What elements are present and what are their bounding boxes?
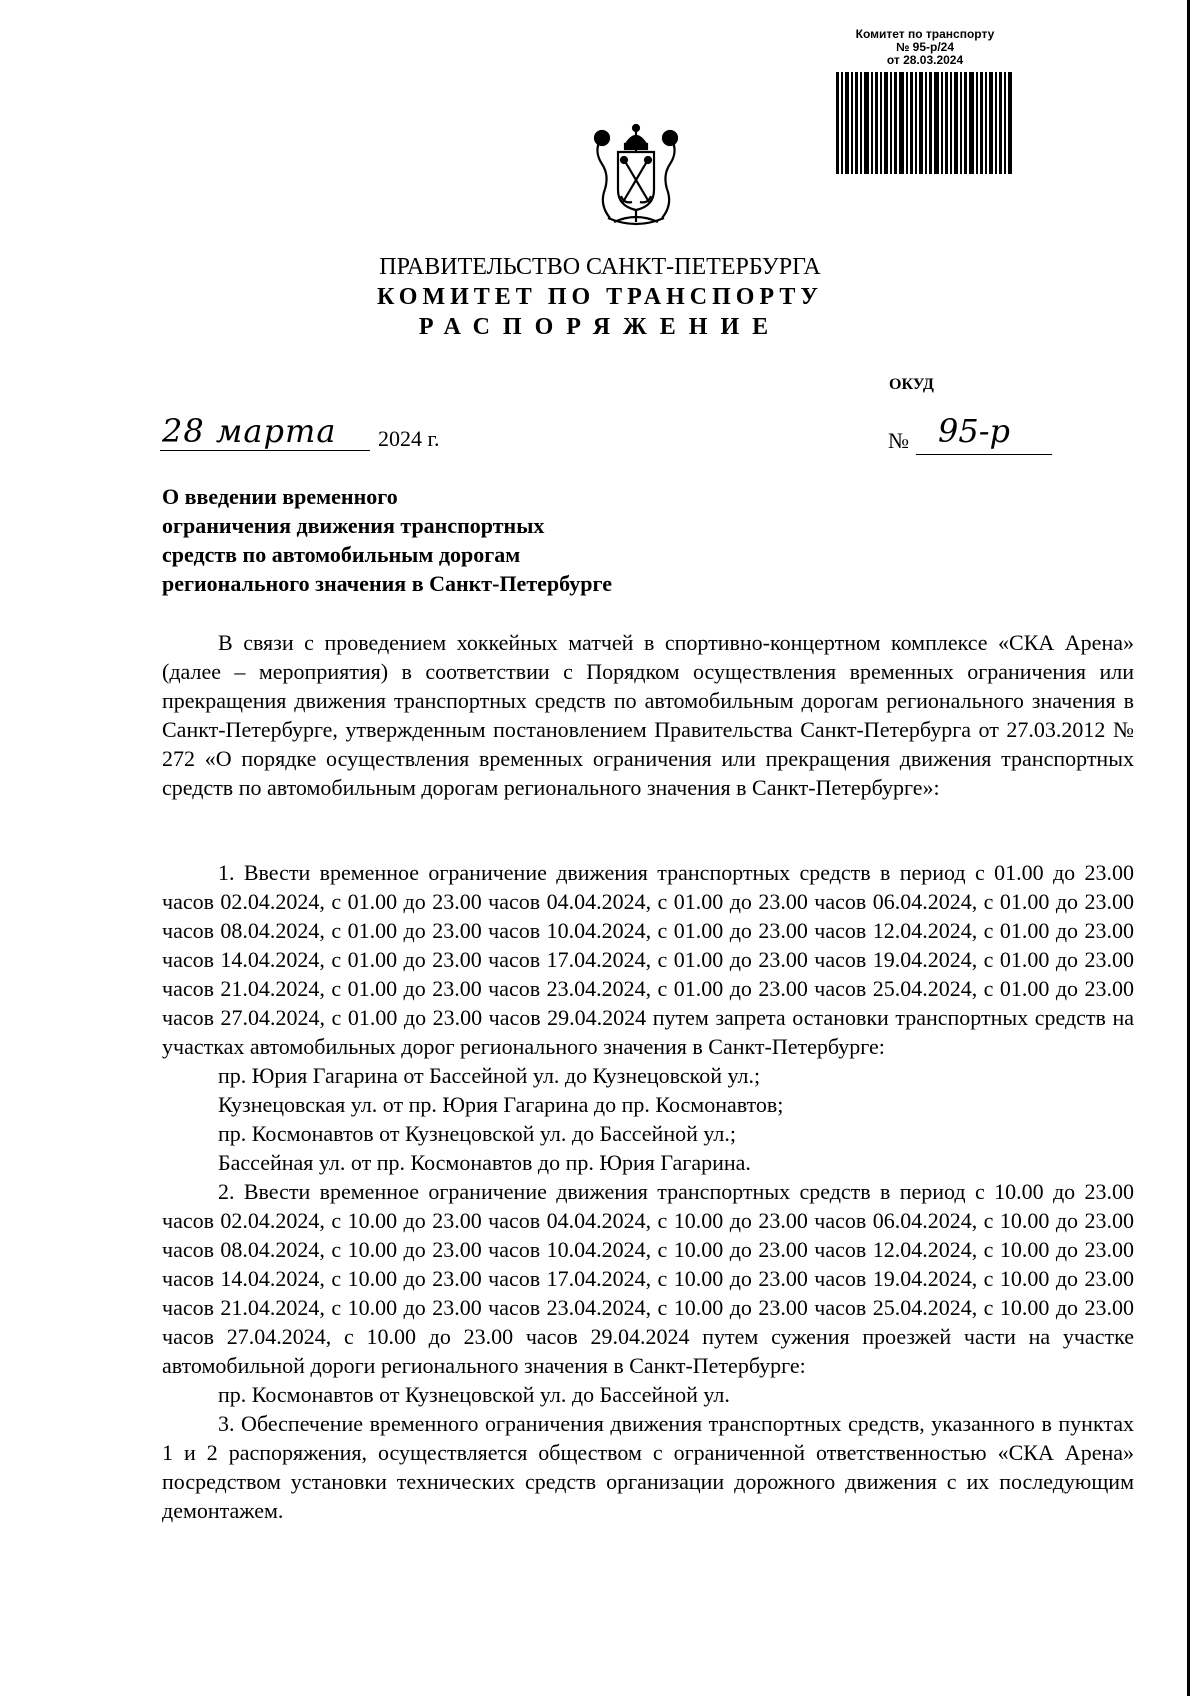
- item-1-paragraph: 1. Ввести временное ограничение движения транспортных средств в период с 01.00 до 23.00 часов 02.04.2024, с 01.00 до 23.00 часов 04.04.2024, с 01.00 до 23.00 часов 06.04.2024, с 01.00 до 23.00 часов 08.04.2024, с 01.00 до 23.00 часов 10.04.2024, с 01.00 до 23.00 часов 12.04.2024, с 01.00 до 23.00 часов 14.04.2024, с 01.00 до 23.00 часов 17.04.2024, с 01.00 до 23.00 часов 19.04.2024, с 01.00 до 23.00 часов 21.04.2024, с 01.00 до 23.00 часов 23.04.2024, с 01.00 до 23.00 часов 25.04.2024, с 01.00 до 23.00 часов 27.04.2024, с 01.00 до 23.00 часов 29.04.2024 путем запрета остановки транспортных средств на участках автомобильных дорог регионального значения в Санкт-Петербурге:: [162, 860, 1134, 1059]
- stamp-line-2: № 95-р/24: [895, 40, 955, 54]
- item-3-paragraph: 3. Обеспечение временного ограничения движения транспортных средств, указанного в пунктах 1 и 2 распоряжения, осуществляется обществом с ограниченной ответственностью «СКА Арена» посредством установки технических средств организации дорожного движения с их последующим демонтажем.: [162, 1411, 1134, 1523]
- stamp-line-3: от 28.03.2024: [886, 53, 964, 67]
- title-line: ограничения движения транспортных: [162, 513, 545, 538]
- date-year: 2024 г.: [378, 426, 440, 451]
- street-list-item: Бассейная ул. от пр. Космонавтов до пр. Юрия Гагарина.: [218, 1150, 751, 1175]
- handwritten-number: 95-р: [938, 412, 1011, 450]
- date-underline: [160, 450, 370, 451]
- street-list-item: пр. Юрия Гагарина от Бассейной ул. до Кузнецовской ул.;: [218, 1063, 761, 1088]
- street-list-item: Кузнецовская ул. от пр. Юрия Гагарина до пр. Космонавтов;: [218, 1092, 784, 1117]
- title-line: О введении временного: [162, 484, 398, 509]
- government-heading: ПРАВИТЕЛЬСТВО САНКТ-ПЕТЕРБУРГА: [379, 254, 821, 280]
- intro-section: [162, 628, 1134, 802]
- stamp-line-1: Комитет по транспорту: [855, 27, 995, 41]
- number-sign: №: [888, 428, 909, 453]
- document-title: [162, 482, 722, 598]
- barcode: [836, 72, 1012, 174]
- street-list-item: пр. Космонавтов от Кузнецовской ул. до Бассейной ул.;: [218, 1121, 736, 1146]
- street-list-item: пр. Космонавтов от Кузнецовской ул. до Бассейной ул.: [218, 1382, 730, 1407]
- okud-label: ОКУД: [889, 376, 934, 393]
- title-line: регионального значения в Санкт-Петербурге: [162, 571, 612, 596]
- committee-heading: КОМИТЕТ ПО ТРАНСПОРТУ: [377, 284, 823, 310]
- handwritten-date: 28 марта: [162, 412, 337, 450]
- title-line: средств по автомобильным дорогам: [162, 542, 521, 567]
- coat-of-arms-icon: [588, 122, 684, 232]
- registration-stamp: [820, 28, 1030, 67]
- intro-paragraph: В связи с проведением хоккейных матчей в спортивно-концертном комплексе «СКА Арена» (далее – мероприятия) в соответствии с Порядком осуществления временных ограничения или прекращения движения транспортных средств по автомобильным дорогам регионального значения в Санкт-Петербурге, утвержденным постановлением Правительства Санкт-Петербурга от 27.03.2012 № 272 «О порядке осуществления временных ограничения или прекращения движения транспортных средств по автомобильным дорогам регионального значения в Санкт-Петербурге»:: [162, 630, 1134, 800]
- number-underline: [916, 454, 1052, 455]
- item-2-paragraph: 2. Ввести временное ограничение движения транспортных средств в период с 10.00 до 23.00 часов 02.04.2024, с 10.00 до 23.00 часов 04.04.2024, с 10.00 до 23.00 часов 06.04.2024, с 10.00 до 23.00 часов 08.04.2024, с 10.00 до 23.00 часов 10.04.2024, с 10.00 до 23.00 часов 12.04.2024, с 10.00 до 23.00 часов 14.04.2024, с 10.00 до 23.00 часов 17.04.2024, с 10.00 до 23.00 часов 19.04.2024, с 10.00 до 23.00 часов 21.04.2024, с 10.00 до 23.00 часов 23.04.2024, с 10.00 до 23.00 часов 25.04.2024, с 10.00 до 23.00 часов 27.04.2024, с 10.00 до 23.00 часов 29.04.2024 путем сужения проезжей части на участке автомобильной дороги регионального значения в Санкт-Петербурге:: [162, 1179, 1134, 1378]
- document-type-heading: РАСПОРЯЖЕНИЕ: [418, 314, 782, 340]
- order-items: [162, 858, 1134, 1525]
